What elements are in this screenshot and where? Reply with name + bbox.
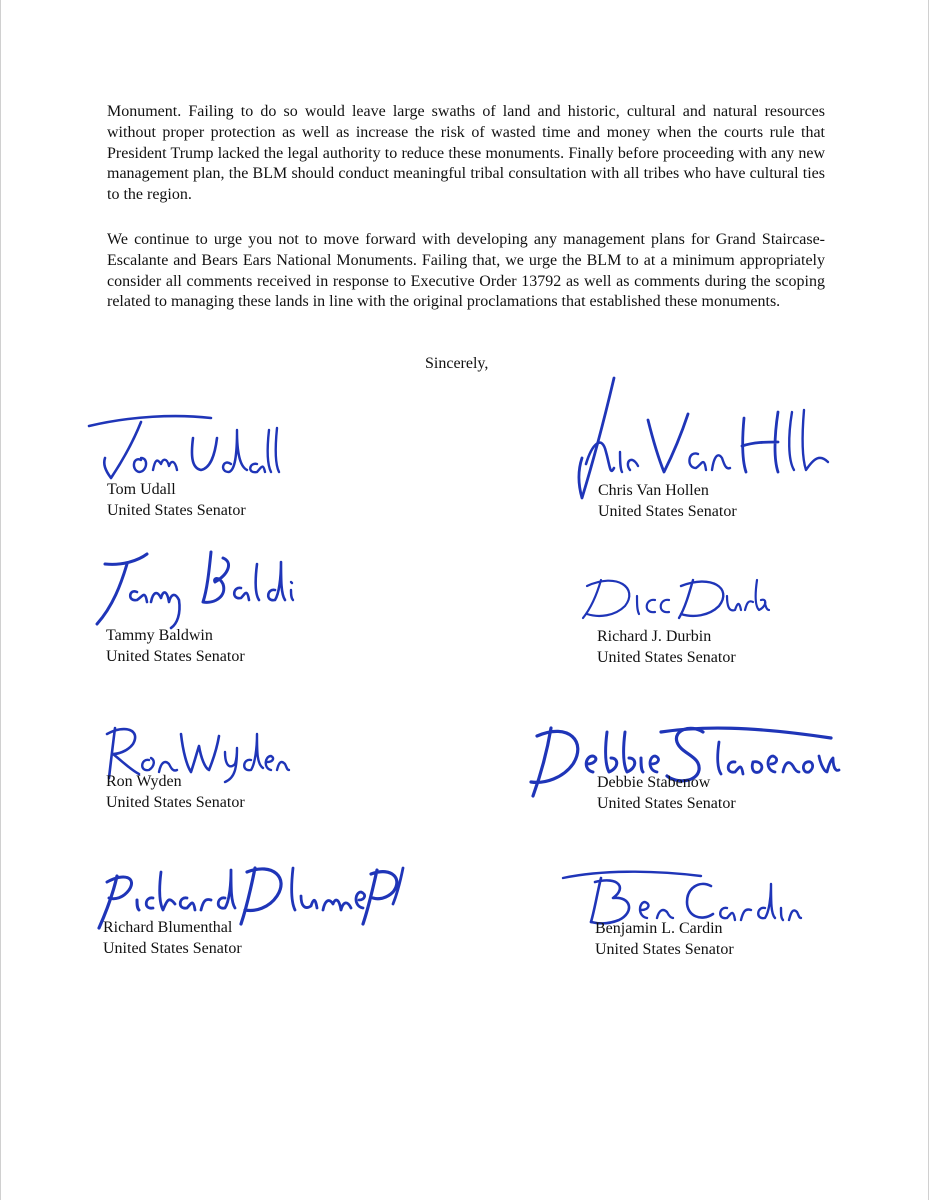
signer-name: Richard J. Durbin: [597, 628, 712, 645]
signer-block-tom-udall: [107, 479, 246, 521]
signer-name: Richard Blumenthal: [103, 919, 233, 936]
signature-tom-udall: [81, 408, 281, 484]
signer-block-chris-van-hollen: [598, 480, 737, 522]
signer-block-debbie-stabenow: [597, 772, 736, 814]
body-paragraph-2: We continue to urge you not to move forward with developing any management plans for Grand Staircase-Escalante and Bears Ears National Monuments. Failing that, we urge the BLM to at a minimum appropriately consider all comments received in response to Executive Order 13792 as well as comments during the scoping related to managing these lands in line with the original proclamations that established these monuments.: [107, 231, 825, 311]
closing-salutation: Sincerely,: [425, 355, 489, 372]
body-paragraph-1: Monument. Failing to do so would leave large swaths of land and historic, cultural and natural resources without proper protection as well as increase the risk of wasted time and money when the courts rule that President Trump lacked the legal authority to reduce these monuments. Finally before proceeding with any new management plan, the BLM should conduct meaningful tribal consultation with all tribes who have cultural ties to the region.: [107, 103, 825, 204]
signer-block-tammy-baldwin: [106, 625, 245, 667]
signature-dick-durbin: [577, 566, 772, 626]
signer-name: Debbie Stabenow: [597, 774, 711, 791]
signer-block-richard-blumenthal: [103, 917, 242, 959]
signer-block-richard-durbin: [597, 626, 736, 668]
signer-block-ron-wyden: [106, 771, 245, 813]
signer-name: Tom Udall: [107, 481, 176, 498]
signer-title: United States Senator: [597, 795, 736, 812]
signer-name: Ron Wyden: [106, 773, 182, 790]
signer-name: Tammy Baldwin: [106, 627, 213, 644]
signer-title: United States Senator: [598, 503, 737, 520]
signer-name: Chris Van Hollen: [598, 482, 709, 499]
signer-title: United States Senator: [595, 941, 734, 958]
signer-name: Benjamin L. Cardin: [595, 920, 723, 937]
signer-title: United States Senator: [106, 648, 245, 665]
signer-block-benjamin-cardin: [595, 918, 734, 960]
signer-title: United States Senator: [103, 940, 242, 957]
signer-title: United States Senator: [106, 794, 245, 811]
signer-title: United States Senator: [597, 649, 736, 666]
signature-tammy-baldwin: [91, 544, 301, 632]
signer-title: United States Senator: [107, 502, 246, 519]
